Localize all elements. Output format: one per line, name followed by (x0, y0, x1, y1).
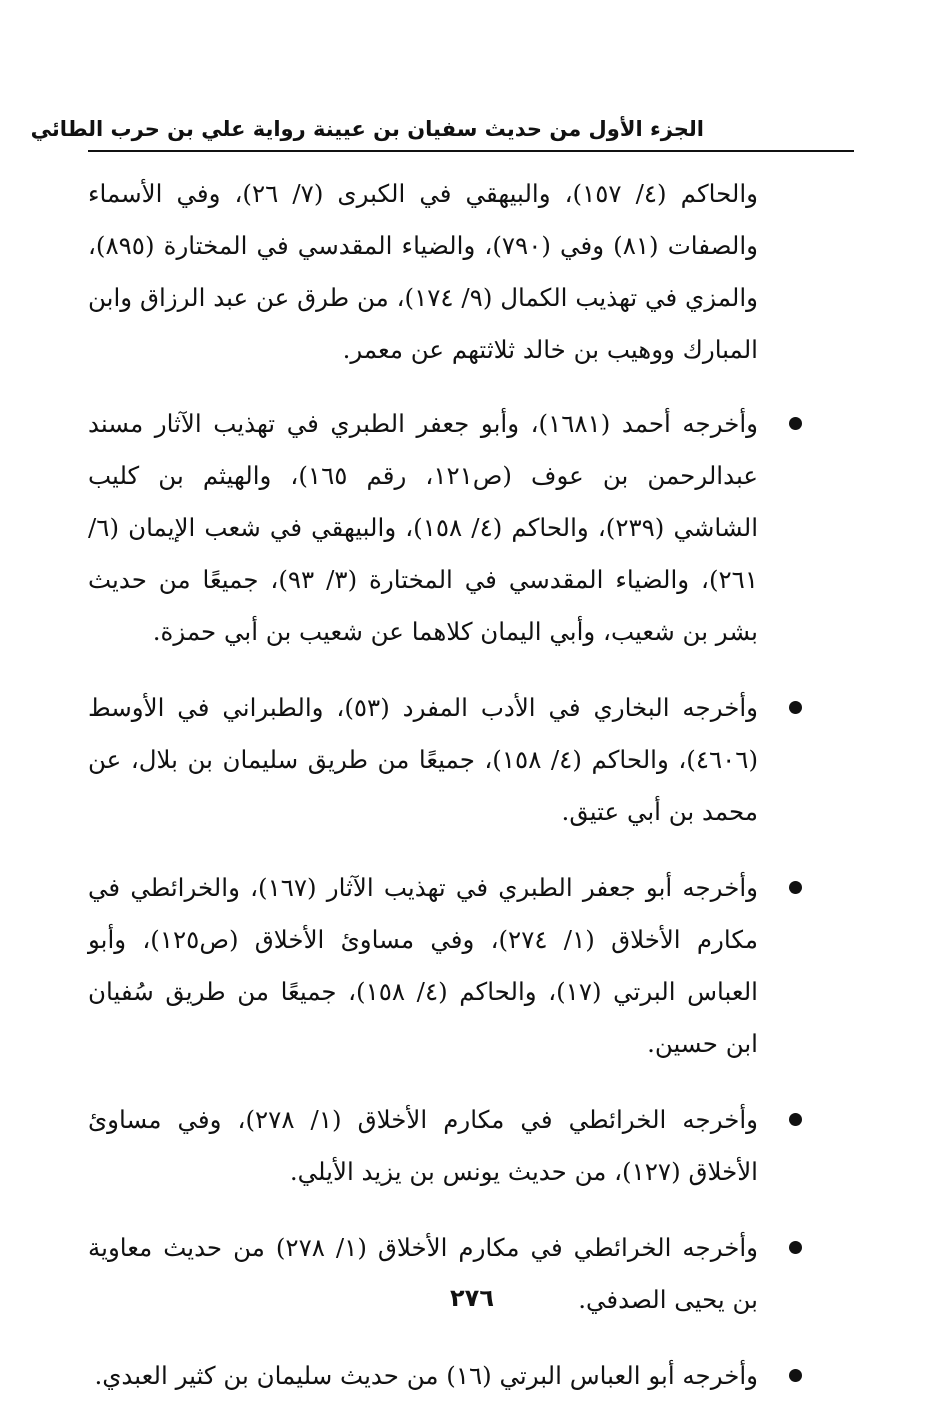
takhrij-item-text: وأخرجه أبو العباس البرتي (١٦) من حديث سليمان بن كثير العبدي. (94, 1361, 758, 1390)
running-header-title: الجزء الأول من حديث سفيان بن عيينة رواية علي بن حرب الطائي (30, 117, 704, 141)
bullet-icon (789, 1113, 802, 1126)
bullet-icon (789, 881, 802, 894)
takhrij-list (88, 398, 758, 1402)
page-body (88, 168, 758, 1426)
takhrij-item-text: وأخرجه الخرائطي في مكارم الأخلاق (١/ ٢٧٨)، وفي مساوئ الأخلاق (١٢٧)، من حديث يونس بن يزيد الأيلي. (88, 1105, 758, 1186)
page-number: ٢٧٦ (450, 1284, 494, 1312)
takhrij-item-1 (88, 398, 758, 658)
bullet-icon (789, 1241, 802, 1254)
takhrij-item-text: وأخرجه البخاري في الأدب المفرد (٥٣)، والطبراني في الأوسط (٤٦٠٦)، والحاكم (٤/ ١٥٨)، جميعًا من طريق سليمان بن بلال، عن محمد بن أبي عتيق. (88, 693, 759, 826)
intro-paragraph: والحاكم (٤/ ١٥٧)، والبيهقي في الكبرى (٧/ ٢٦)، وفي الأسماء والصفات (٨١) وفي (٧٩٠)، والضياء المقدسي في المختارة (٨٩٥)، والمزي في تهذيب الكمال (٩/ ١٧٤)، من طرق عن عبد الرزاق وابن المبارك ووهيب بن خالد ثلاثتهم عن معمر. (88, 179, 759, 364)
takhrij-item-text: وأخرجه أبو جعفر الطبري في تهذيب الآثار (١٦٧)، والخرائطي في مكارم الأخلاق (١/ ٢٧٤)، وفي مساوئ الأخلاق (ص١٢٥)، وأبو العباس البرتي (١٧)، والحاكم (٤/ ١٥٨)، جميعًا من طريق سُفيان ابن حسين. (88, 873, 759, 1058)
takhrij-item-6 (88, 1350, 758, 1402)
takhrij-item-2 (88, 682, 758, 838)
bullet-icon (789, 701, 802, 714)
takhrij-item-text: وأخرجه الخرائطي في مكارم الأخلاق (١/ ٢٧٨) من حديث معاوية بن يحيى الصدفي. (88, 1233, 759, 1314)
bullet-icon (789, 417, 802, 430)
takhrij-item-4 (88, 1094, 758, 1198)
takhrij-item-3 (88, 862, 758, 1070)
running-header (30, 110, 854, 152)
bullet-icon (789, 1369, 802, 1382)
takhrij-item-text: وأخرجه أحمد (١٦٨١)، وأبو جعفر الطبري في تهذيب الآثار مسند عبدالرحمن بن عوف (ص١٢١، رقم ١٦٥)، والهيثم بن كليب الشاشي (٢٣٩)، والحاكم (٤/ ١٥٨)، والبيهقي في شعب الإيمان (٦/ ٢٦١)، والضياء المقدسي في المختارة (٣/ ٩٣)، جميعًا من حديث بشر بن شعيب، وأبي اليمان كلاهما عن شعيب بن أبي حمزة. (88, 409, 758, 646)
